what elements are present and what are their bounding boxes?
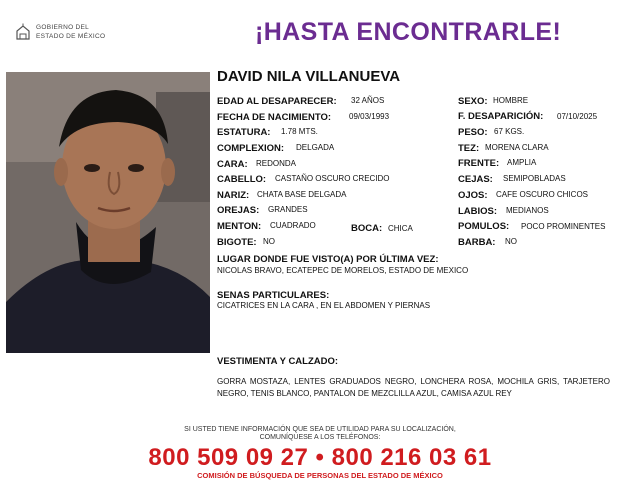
mustache-value: NO: [263, 237, 275, 246]
beard-label: BARBA:: [458, 237, 496, 248]
state-emblem-icon: [14, 23, 32, 41]
brows-value: SEMIPOBLADAS: [503, 174, 566, 183]
sex-value: HOMBRE: [493, 96, 529, 105]
headline: ¡HASTA ENCONTRARLE!: [255, 18, 562, 46]
logo-line-1: GOBIERNO DEL: [36, 24, 90, 31]
missing-date-field: [458, 111, 543, 122]
build-label: COMPLEXION:: [217, 143, 285, 154]
phone-2[interactable]: 800 216 03 61: [331, 444, 492, 471]
build-field: [217, 143, 284, 154]
weight-field: [458, 127, 488, 138]
person-name: DAVID NILA VILLANUEVA: [217, 68, 401, 85]
missing-person-photo: [6, 72, 210, 353]
forehead-label: FRENTE:: [458, 158, 500, 169]
height-value: 1.78 MTS.: [281, 127, 318, 136]
age-field: [217, 96, 337, 107]
hair-value: CASTAÑO OSCURO CRECIDO: [275, 174, 390, 183]
hair-field: [217, 174, 266, 185]
eyes-label: OJOS:: [458, 190, 488, 201]
info-line-2: COMUNÍQUESE A LOS TELÉFONOS:: [259, 434, 381, 441]
info-line-1: SI USTED TIENE INFORMACIÓN QUE SEA DE UTILIDAD PARA SU LOCALIZACIÓN,: [184, 426, 456, 433]
weight-value: 67 KGS.: [494, 127, 525, 136]
last-seen-label: LUGAR DONDE FUE VISTO(A) POR ÚLTIMA VEZ:: [217, 254, 439, 265]
cheeks-value: POCO PROMINENTES: [521, 222, 606, 231]
weight-label: PESO:: [458, 127, 488, 138]
brows-label: CEJAS:: [458, 174, 493, 185]
phone-1[interactable]: 800 509 09 27: [148, 444, 309, 471]
last-seen-text: NICOLAS BRAVO, ECATEPEC DE MORELOS, ESTADO DE MEXICO: [217, 266, 469, 275]
nose-value: CHATA BASE DELGADA: [257, 190, 347, 199]
mouth-field: [351, 223, 382, 234]
mouth-label: BOCA:: [351, 223, 383, 234]
age-label: EDAD AL DESAPARECER:: [217, 96, 337, 107]
face-field: [217, 159, 248, 170]
commission-name: COMISIÓN DE BÚSQUEDA DE PERSONAS DEL ESTADO DE MÉXICO: [197, 471, 443, 480]
marks-text: CICATRICES EN LA CARA , EN EL ABDOMEN Y PIERNAS: [217, 301, 431, 310]
government-logo: [14, 22, 114, 46]
sex-label: SEXO:: [458, 96, 488, 107]
sex-field: [458, 96, 488, 107]
ears-field: [217, 205, 259, 216]
eyes-value: CAFE OSCURO CHICOS: [496, 190, 589, 199]
missing-date-value: 07/10/2025: [557, 112, 598, 121]
marks-label: SENAS PARTICULARES:: [217, 290, 330, 301]
ears-label: OREJAS:: [217, 205, 260, 216]
build-value: DELGADA: [296, 143, 335, 152]
nose-field: [217, 190, 249, 201]
ears-value: GRANDES: [268, 205, 308, 214]
nose-label: NARIZ:: [217, 190, 250, 201]
lips-field: [458, 206, 497, 217]
beard-field: [458, 237, 495, 248]
height-field: [217, 127, 270, 138]
phone-separator: •: [315, 444, 325, 471]
clothing-label: VESTIMENTA Y CALZADO:: [217, 356, 339, 367]
height-label: ESTATURA:: [217, 127, 271, 138]
birth-value: 09/03/1993: [349, 112, 390, 121]
mustache-field: [217, 237, 257, 248]
hair-label: CABELLO:: [217, 174, 267, 185]
face-label: CARA:: [217, 159, 248, 170]
logo-line-2: ESTADO DE MÉXICO: [36, 33, 106, 40]
lips-label: LABIOS:: [458, 206, 498, 217]
clothing-text: GORRA MOSTAZA, LENTES GRADUADOS NEGRO, LONCHERA ROSA, MOCHILA GRIS, TARJETERO NEGRO, TENIS BLANCO, PANTALON DE MEZCLILLA AZUL, CAMISA AZUL REY: [217, 377, 610, 398]
phone-numbers: [0, 444, 640, 472]
skin-label: TEZ:: [458, 143, 480, 154]
cheeks-label: POMULOS:: [458, 221, 510, 232]
mustache-label: BIGOTE:: [217, 237, 257, 248]
chin-value: CUADRADO: [270, 221, 316, 230]
birth-field: [217, 112, 331, 123]
face-value: REDONDA: [256, 159, 297, 168]
brows-field: [458, 174, 493, 185]
forehead-value: AMPLIA: [507, 158, 537, 167]
beard-value: NO: [505, 237, 517, 246]
skin-value: MORENA CLARA: [485, 143, 549, 152]
eyes-field: [458, 190, 488, 201]
missing-date-label: F. DESAPARICIÓN:: [458, 111, 544, 122]
lips-value: MEDIANOS: [506, 206, 549, 215]
cheeks-field: [458, 221, 509, 232]
chin-label: MENTON:: [217, 221, 262, 232]
age-value: 32 AÑOS: [351, 96, 385, 105]
chin-field: [217, 221, 261, 232]
mouth-value: CHICA: [388, 224, 413, 233]
skin-field: [458, 143, 479, 154]
birth-label: FECHA DE NACIMIENTO:: [217, 112, 331, 123]
forehead-field: [458, 158, 499, 169]
